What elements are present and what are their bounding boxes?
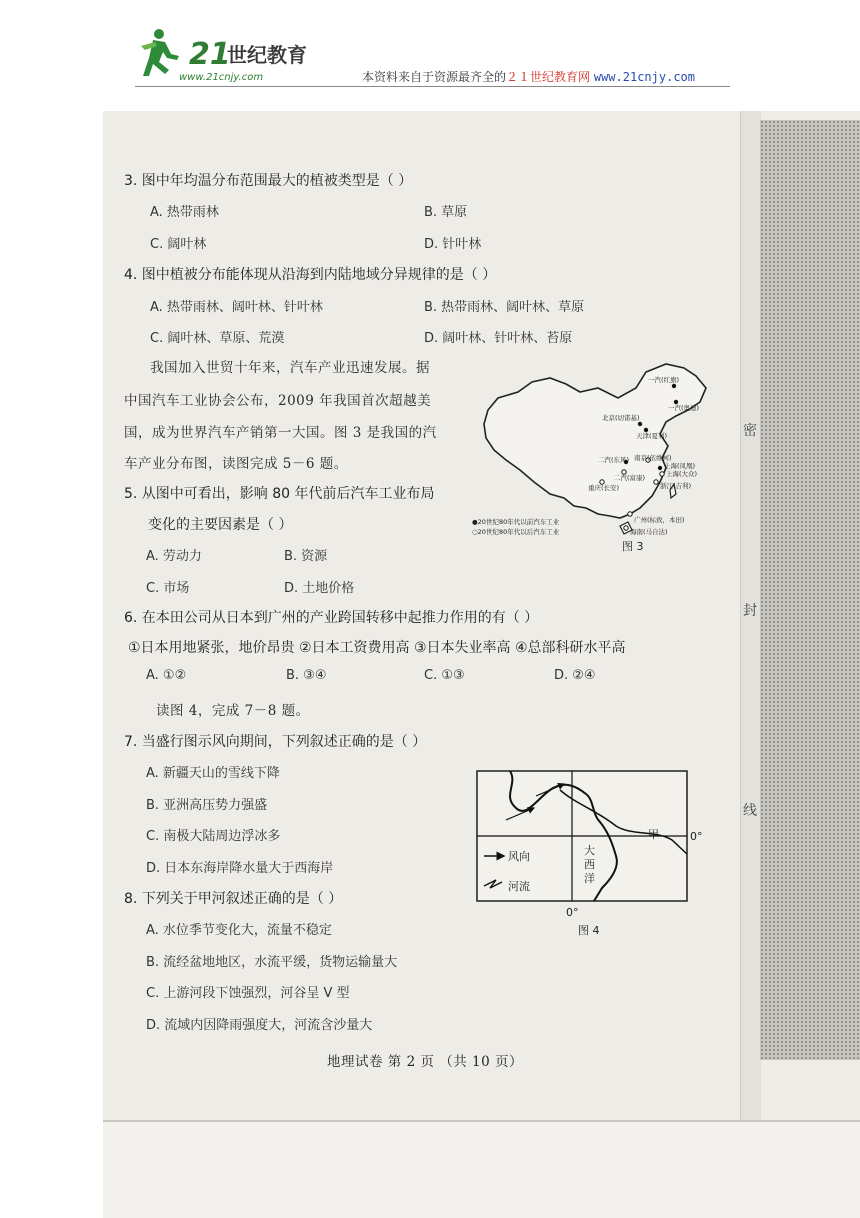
question-7-option-d[interactable]: D. 日本东海岸降水量大于西海岸 [146, 861, 334, 876]
question-8-option-b[interactable]: B. 流经盆地地区，水流平缓，货物运输量大 [146, 955, 398, 970]
svg-text:南京(依维柯): 南京(依维柯) [634, 454, 672, 462]
question-3-option-c[interactable]: C. 阔叶林 [150, 237, 207, 252]
svg-text:世纪教育: 世纪教育 [227, 43, 307, 67]
source-prefix: 本资料来自于资源最齐全的 [362, 70, 507, 84]
svg-text:河流: 河流 [508, 880, 530, 893]
svg-text:21: 21 [189, 37, 231, 72]
svg-text:浙江(吉利): 浙江(吉利) [660, 482, 692, 490]
seal-mark-feng: 封 [743, 603, 757, 619]
svg-text:洋: 洋 [584, 872, 595, 885]
question-5-option-c[interactable]: C. 市场 [146, 581, 190, 596]
svg-text:二汽(富康): 二汽(富康) [614, 474, 646, 482]
svg-text:图 3: 图 3 [622, 540, 644, 553]
question-4-option-b[interactable]: B. 热带雨林、阔叶林、草原 [424, 300, 585, 315]
source-site-link[interactable]: ２１世纪教育网 [506, 70, 591, 84]
question-5-option-a[interactable]: A. 劳动力 [146, 549, 202, 564]
question-5-stem-line-1: 5. 从图中可看出，影响 80 年代前后汽车工业布局 [124, 486, 435, 502]
question-6-choices: ①日本用地紧张，地价昂贵 ②日本工资费用高 ③日本失业率高 ④总部科研水平高 [128, 640, 626, 656]
question-3-option-d[interactable]: D. 针叶林 [424, 237, 482, 252]
svg-text:图 4: 图 4 [578, 924, 600, 937]
question-6-option-b[interactable]: B. ③④ [286, 668, 327, 683]
scanned-page-bottom [103, 1120, 860, 1218]
question-3-stem: 3. 图中年均温分布范围最大的植被类型是（ ） [124, 173, 413, 189]
svg-text:天津(夏利): 天津(夏利) [636, 432, 668, 440]
question-8-option-a[interactable]: A. 水位季节变化大，流量不稳定 [146, 923, 332, 938]
source-note [362, 68, 695, 85]
read-figure-4-lead: 读图 4，完成 7－8 题。 [156, 703, 310, 719]
svg-text:风向: 风向 [508, 850, 530, 863]
svg-text:甲: 甲 [648, 828, 659, 841]
binding-margin [760, 120, 860, 1060]
figure-3-china-auto-map [470, 358, 738, 558]
question-5-stem-line-2: 变化的主要因素是（ ） [148, 517, 293, 533]
question-6-option-a[interactable]: A. ①② [146, 668, 187, 683]
page-header [0, 0, 860, 100]
svg-text:0°: 0° [566, 906, 579, 919]
question-7-option-a[interactable]: A. 新疆天山的雪线下降 [146, 766, 280, 781]
header-divider [135, 86, 730, 87]
svg-text:●20世纪80年代以前汽车工业: ●20世纪80年代以前汽车工业 [472, 518, 560, 526]
question-6-option-c[interactable]: C. ①③ [424, 668, 465, 683]
question-6-option-d[interactable]: D. ②④ [554, 668, 596, 683]
figure-4-wind-river-map [476, 770, 712, 940]
question-3-option-b[interactable]: B. 草原 [424, 205, 468, 220]
question-7-stem: 7. 当盛行图示风向期间，下列叙述正确的是（ ） [124, 734, 427, 750]
svg-text:海南(马自达): 海南(马自达) [630, 528, 668, 536]
svg-text:www.21cnjy.com: www.21cnjy.com [179, 72, 264, 83]
seal-mark-mi: 密 [743, 423, 757, 439]
question-4-option-d[interactable]: D. 阔叶林、针叶林、苔原 [424, 331, 573, 346]
passage-line-3: 国，成为世界汽车产销第一大国。图 3 是我国的汽 [124, 425, 437, 441]
question-7-option-b[interactable]: B. 亚洲高压势力强盛 [146, 798, 268, 813]
seal-mark-xian: 线 [743, 803, 757, 819]
passage-line-4: 车产业分布图，读图完成 5－6 题。 [124, 456, 348, 472]
svg-text:北京(切诺基): 北京(切诺基) [602, 414, 640, 422]
question-7-option-c[interactable]: C. 南极大陆周边浮冰多 [146, 829, 281, 844]
logo-21cnjy [135, 22, 345, 92]
svg-text:广州(标致，本田): 广州(标致，本田) [634, 516, 685, 524]
source-url-link[interactable]: www.21cnjy.com [593, 70, 696, 84]
question-3-option-a[interactable]: A. 热带雨林 [150, 205, 219, 220]
question-5-option-d[interactable]: D. 土地价格 [284, 581, 355, 596]
svg-text:一汽(红旗): 一汽(红旗) [648, 376, 680, 384]
question-6-stem: 6. 在本田公司从日本到广州的产业跨国转移中起推力作用的有（ ） [124, 610, 539, 626]
svg-text:重庆(长安): 重庆(长安) [588, 484, 620, 492]
passage-line-1: 我国加入世贸十年来，汽车产业迅速发展。据 [150, 360, 430, 376]
svg-text:0°: 0° [690, 830, 703, 843]
question-4-option-c[interactable]: C. 阔叶林、草原、荒漠 [150, 331, 285, 346]
question-8-stem: 8. 下列关于甲河叙述正确的是（ ） [124, 891, 343, 907]
question-8-option-d[interactable]: D. 流域内因降雨强度大，河流含沙量大 [146, 1018, 373, 1033]
svg-text:一汽(奥迪): 一汽(奥迪) [668, 404, 700, 412]
svg-text:二汽(东风): 二汽(东风) [598, 456, 630, 464]
page-footer: 地理试卷 第 2 页 （共 10 页） [327, 1054, 524, 1070]
question-8-option-c[interactable]: C. 上游河段下蚀强烈，河谷呈 V 型 [146, 986, 350, 1001]
svg-text:大: 大 [584, 844, 595, 857]
svg-text:○20世纪80年代以后汽车工业: ○20世纪80年代以后汽车工业 [472, 528, 560, 536]
svg-text:上海(凤凰): 上海(凤凰) [664, 462, 696, 470]
svg-text:西: 西 [584, 858, 595, 871]
question-4-stem: 4. 图中植被分布能体现从沿海到内陆地域分异规律的是（ ） [124, 267, 497, 283]
question-5-option-b[interactable]: B. 资源 [284, 549, 328, 564]
svg-text:上海(大众): 上海(大众) [666, 470, 698, 478]
passage-line-2: 中国汽车工业协会公布，2009 年我国首次超越美 [124, 393, 432, 409]
question-4-option-a[interactable]: A. 热带雨林、阔叶林、针叶林 [150, 300, 323, 315]
